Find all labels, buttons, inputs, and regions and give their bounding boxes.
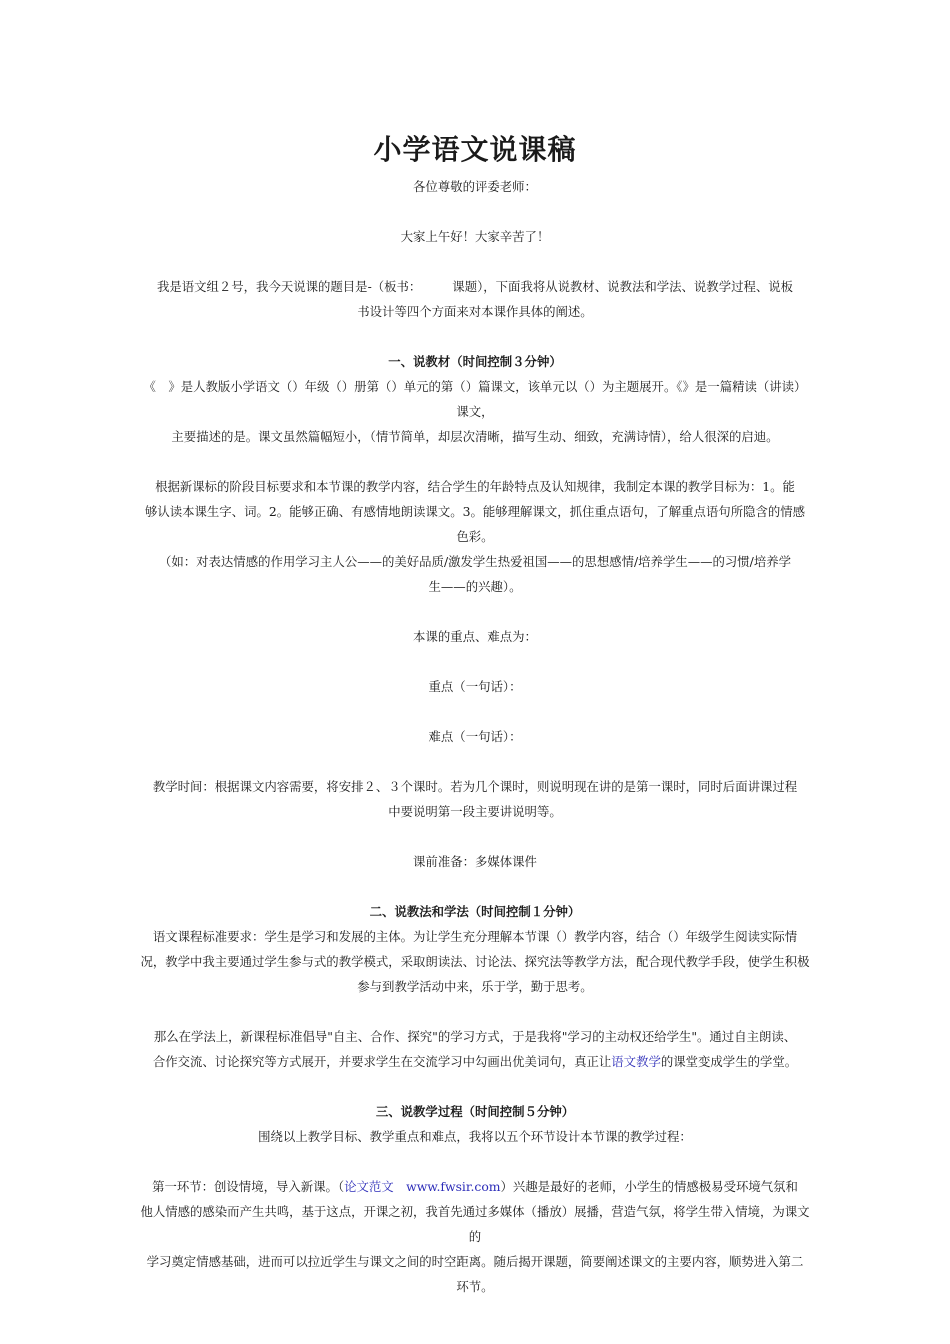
section-1-heading: 一、说教材（时间控制３分钟） (388, 354, 562, 369)
fwsir-link[interactable]: 论文范文 www.fwsir.com (344, 1179, 501, 1194)
s1-p2-line-c: （如：对表达情感的作用学习主人公——的美好品质/激发学生热爱祖国——的思想感情/培养学生——的习惯/培养学 (158, 554, 792, 569)
intro-line-2: 书设计等四个方面来对本课作具体的阐述。 (357, 304, 593, 319)
section-3-heading: 三、说教学过程（时间控制５分钟） (375, 1104, 575, 1119)
intro-line-1: 我是语文组２号，我今天说课的题目是-（板书： 课题），下面我将从说教材、说教法和学法、说教学过程、说板 (156, 279, 794, 294)
s2-p2-b-pre: 合作交流、讨论探究等方式展开，并要求学生在交流学习中勾画出优美词句，真正让 (152, 1054, 612, 1069)
section-2-heading: 二、说教法和学法（时间控制１分钟） (369, 904, 581, 919)
s2-p2-line-a: 那么在学法上，新课程标准倡导"自主、合作、探究"的学习方式，于是我将"学习的主动权还给学生"。通过自主朗读、 (153, 1029, 797, 1044)
chinese-teaching-link[interactable]: 语文教学 (611, 1054, 661, 1069)
s1-p2-line-a: 根据新课标的阶段目标要求和本节课的教学内容，结合学生的年龄特点及认知规律，我制定本课的教学目标为：1。能 (155, 479, 795, 494)
preparation-line: 课前准备：多媒体课件 (413, 854, 537, 869)
s2-p1-line-a: 语文课程标准要求：学生是学习和发展的主体。为让学生充分理解本节课（）教学内容，结合（）年级学生阅读实际情 (152, 929, 798, 944)
s3-p1-pre: 第一环节：创设情境，导入新课。（ (152, 1179, 345, 1194)
s3-p1-line-b: 他人情感的感染而产生共鸣，基于这点，开课之初，我首先通过多媒体（播放）展播，营造气氛，将学生带入情境，为课文的 (140, 1204, 810, 1244)
s1-p2-line-b: 够认读本课生字、词。2。能够正确、有感情地朗读课文。3。能够理解课文，抓住重点语句，了解重点语句所隐含的情感色彩。 (144, 504, 806, 544)
s2-p1-line-b: 况，教学中我主要通过学生参与式的教学模式，采取朗读法、讨论法、探究法等教学方法，配合现代教学手段，使学生积极 (140, 954, 810, 969)
s1-p1-line-a: 《 》是人教版小学语文（）年级（）册第（）单元的第（）篇课文，该单元以（）为主题展开。《》是一篇精读（讲读）课文， (143, 379, 807, 419)
s3-p1-post: ）兴趣是最好的老师，小学生的情感极易受环境气氛和 (500, 1179, 798, 1194)
document-page (140, 128, 810, 1299)
s2-p2-b-post: 的课堂变成学生的学堂。 (660, 1054, 798, 1069)
teaching-time-line-a: 教学时间：根据课文内容需要，将安排２、３个课时。若为几个课时，则说明现在讲的是第一课时，同时后面讲课过程 (152, 779, 798, 794)
teaching-time-line-b: 中要说明第一段主要讲说明等。 (388, 804, 562, 819)
s1-p2-line-d: 生——的兴趣）。 (428, 579, 522, 594)
s3-p1-line-a (140, 1174, 810, 1199)
greeting: 各位尊敬的评委老师： (413, 179, 537, 194)
s1-p1-line-b: 主要描述的是。课文虽然篇幅短小，（情节简单，却层次清晰，描写生动、细致，充满诗情），给人很深的启迪。 (171, 429, 779, 444)
hello-line: 大家上午好！大家辛苦了！ (400, 229, 550, 244)
s3-p1-line-d: 环节。 (456, 1279, 494, 1294)
doc-title: 小学语文说课稿 (373, 133, 577, 166)
focus-line: 重点（一句话）： (428, 679, 522, 694)
s3-intro-line: 围绕以上教学目标、教学重点和难点，我将以五个环节设计本节课的教学过程： (258, 1129, 692, 1144)
key-points-line: 本课的重点、难点为： (413, 629, 537, 644)
s2-p2-line-b (140, 1049, 810, 1074)
s3-p1-line-c: 学习奠定情感基础，进而可以拉近学生与课文之间的时空距离。随后揭开课题，简要阐述课文的主要内容，顺势进入第二 (146, 1254, 804, 1269)
s2-p1-line-c: 参与到教学活动中来，乐于学，勤于思考。 (357, 979, 593, 994)
difficulty-line: 难点（一句话）： (428, 729, 522, 744)
